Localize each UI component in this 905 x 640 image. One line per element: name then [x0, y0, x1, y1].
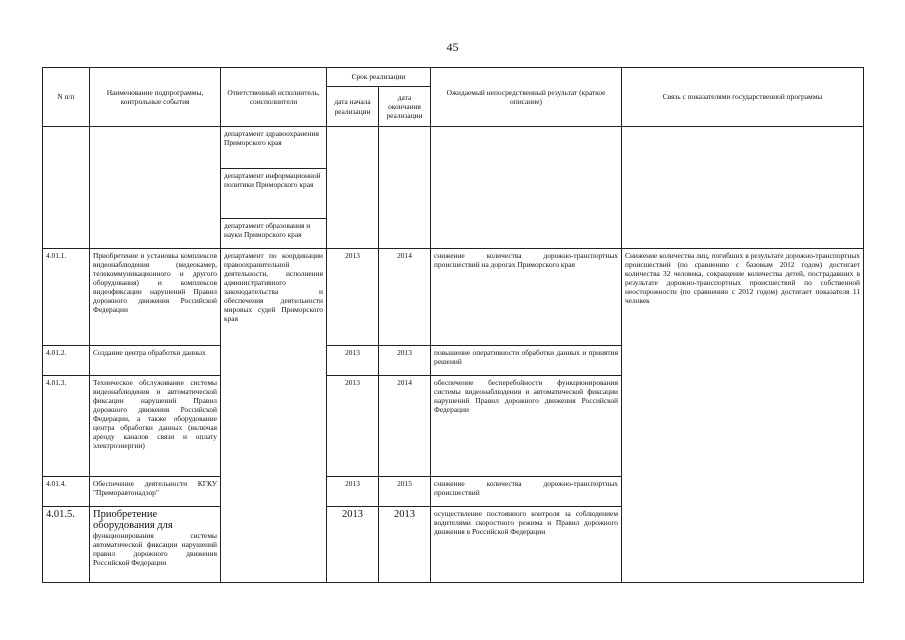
header-end: дата окончания реализации [379, 87, 431, 127]
coexecutor-education: департамент образования и науки Приморского края [221, 219, 327, 249]
page-number: 45 [446, 40, 459, 54]
header-link: Связь с показателями государственной программы [622, 68, 864, 127]
header-responsible: Ответственный исполнитель, соисполнители [221, 68, 327, 127]
row-num: 4.01.2. [43, 346, 90, 376]
row-end: 2013 [379, 346, 431, 376]
row-num: 4.01.3. [43, 376, 90, 477]
row-start: 2013 [327, 507, 379, 583]
header-row [43, 68, 864, 87]
header-name: Наименование подпрограммы, контрольные события [90, 68, 221, 127]
row-name [90, 507, 221, 583]
row-end: 2013 [379, 507, 431, 583]
row-name: Приобретение и установка комплексов видеонаблюдения (видеокамер, телекоммуникационного и другого оборудования) и комплексов видеофиксации нарушений Правил дорожного движения Российской Федерации [90, 249, 221, 346]
row-name: Обеспечение деятельности КГКУ "Приморавтонадзор" [90, 477, 221, 507]
row-result: повышение оперативности обработки данных и принятия решений [431, 346, 622, 376]
table-row [43, 249, 864, 346]
row-name-rest: функционирования системы автоматической фиксации нарушений правил дорожного движения Российской Федерации [93, 531, 217, 568]
row-result: осуществление постоянного контроля за соблюдением водителями скоростного режима и Правил дорожного движения в Российской Федерации [431, 507, 622, 583]
header-num: N п/п [43, 68, 90, 127]
coexecutor-info-policy: департамент информационной политики Приморского края [221, 169, 327, 219]
row-start: 2013 [327, 376, 379, 477]
row-end: 2015 [379, 477, 431, 507]
row-start: 2013 [327, 249, 379, 346]
coexecutor-health: департамент здравоохранения Приморского края [221, 127, 327, 169]
row-result: снижение количества дорожно-транспортных происшествий [431, 477, 622, 507]
header-result: Ожидаемый непосредственный результат (краткое описание) [431, 68, 622, 127]
header-period: Срок реализации [327, 68, 431, 87]
row-link: Снижение количества лиц, погибших в результате дорожно-транспортных происшествий (по сравнению с базовым 2012 годом) достигает количества 32 человека, сокращение количества детей, пострадавших в результате дорожно-транспортных происшествий по собственной неосторожности (по сравнению с 2012 годом) достигает показателя 11 человек [622, 249, 864, 583]
row-name: Создание центра обработки данных [90, 346, 221, 376]
row-result: обеспечение бесперебойности функционирования системы видеонаблюдения и автоматической фиксации нарушений Правил дорожного движения Российской Федерации [431, 376, 622, 477]
program-table [42, 67, 864, 583]
row-num: 4.01.1. [43, 249, 90, 346]
row-start: 2013 [327, 477, 379, 507]
row-num: 4.01.5. [43, 507, 90, 583]
row-result: снижение количества дорожно-транспортных происшествий на дорогах Приморского края [431, 249, 622, 346]
row-name: Техническое обслуживание системы видеонаблюдения и автоматической фиксации нарушений Правил дорожного движения Российской Федерации, а также оборудование центра обработки данных (включая аренду каналов связи и оплату электроэнергии) [90, 376, 221, 477]
row-end: 2014 [379, 376, 431, 477]
header-start: дата начала реализации [327, 87, 379, 127]
row-num: 4.01.4. [43, 477, 90, 507]
row-name-head: Приобретение оборудования для [93, 509, 173, 532]
row-start: 2013 [327, 346, 379, 376]
row-end: 2014 [379, 249, 431, 346]
row-responsible: департамент по координации правоохранительной деятельности, исполнения административного законодательства и обеспечения деятельности мировых судей Приморского края [221, 249, 327, 583]
